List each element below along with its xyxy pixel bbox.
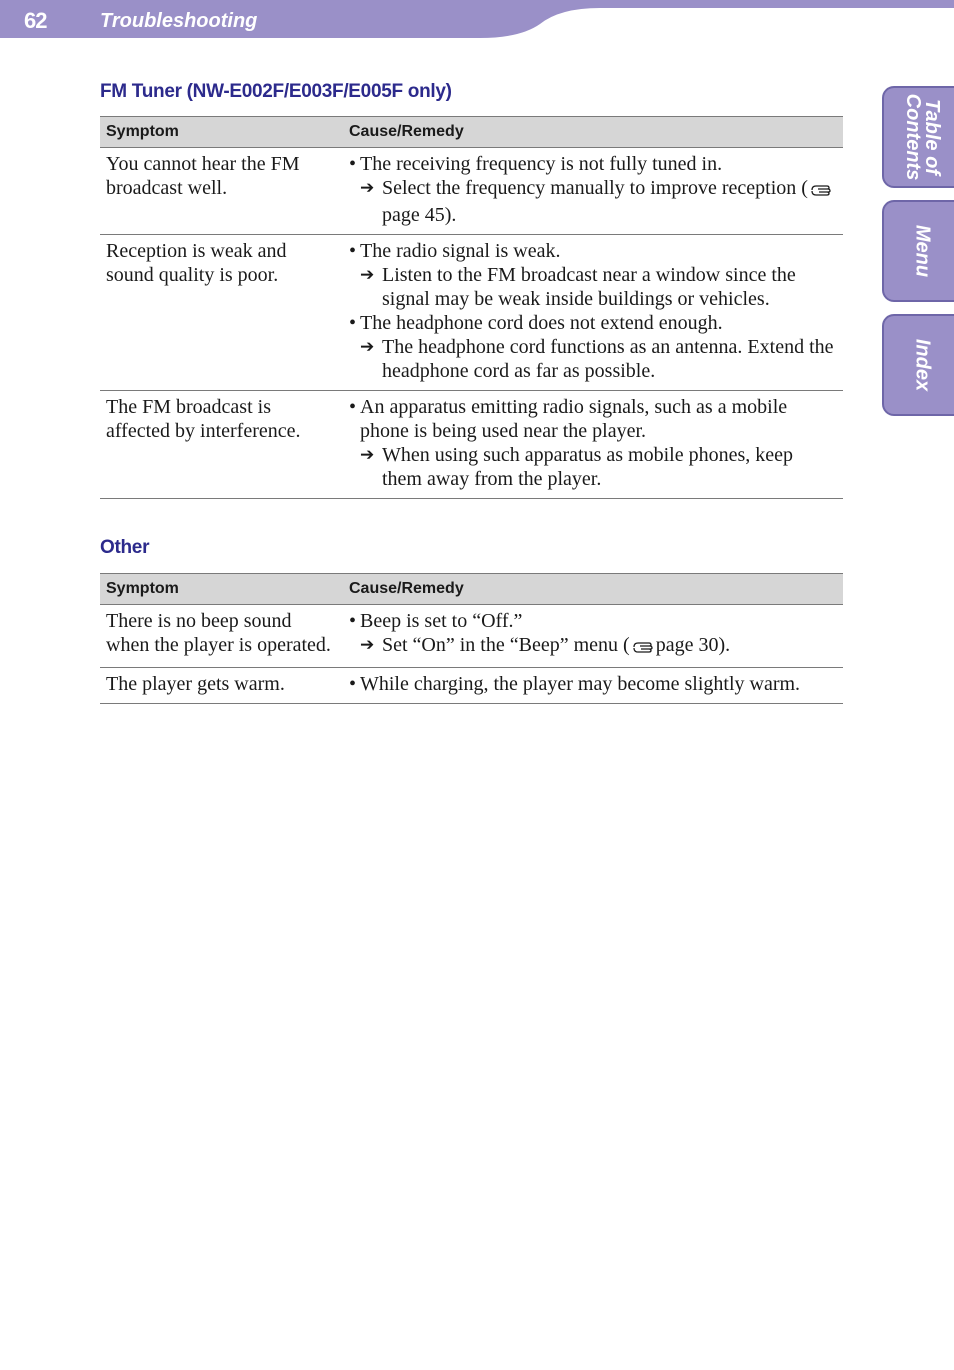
- cause-item: [349, 609, 837, 633]
- remedy-item: [349, 335, 837, 383]
- cause-item: [349, 672, 837, 696]
- arrow-icon: ➔: [360, 445, 375, 464]
- column-header-cause-remedy: Cause/Remedy: [343, 117, 843, 148]
- page-reference[interactable]: page 45).: [382, 204, 457, 226]
- section-heading-other: Other: [100, 537, 150, 558]
- table-header-row: [100, 117, 843, 148]
- section-heading-fm-tuner: FM Tuner (NW-E002F/E003F/E005F only): [100, 81, 452, 102]
- table-header-row: [100, 574, 843, 605]
- tab-index[interactable]: [882, 314, 954, 416]
- bullet-icon: •: [349, 153, 357, 175]
- tab-index-label: Index: [911, 338, 934, 392]
- table-row: [100, 235, 843, 391]
- column-header-cause-remedy: Cause/Remedy: [343, 574, 843, 605]
- bullet-icon: •: [349, 610, 357, 632]
- cause-cell: [343, 148, 843, 235]
- remedy-text: Set “On” in the “Beep” menu (: [382, 634, 630, 656]
- table-row: [100, 668, 843, 704]
- symptom-cell: Reception is weak and sound quality is poor.: [100, 235, 343, 391]
- cause-text: Beep is set to “Off.”: [360, 610, 523, 632]
- cause-cell: [343, 391, 843, 499]
- table-row: [100, 391, 843, 499]
- cause-cell: [343, 668, 843, 704]
- bullet-icon: •: [349, 396, 357, 418]
- symptom-cell: The FM broadcast is affected by interference.: [100, 391, 343, 499]
- fm-tuner-table: [100, 116, 843, 499]
- table-row: [100, 148, 843, 235]
- tab-table-of-contents[interactable]: [882, 86, 954, 188]
- cause-text: An apparatus emitting radio signals, such as a mobile phone is being used near the player.: [360, 396, 788, 442]
- cause-text: The headphone cord does not extend enough.: [360, 312, 723, 334]
- tab-menu-label: Menu: [911, 224, 934, 278]
- pointing-hand-icon: [810, 179, 832, 203]
- remedy-text: When using such apparatus as mobile phones, keep them away from the player.: [382, 444, 794, 490]
- pointing-hand-icon: [632, 636, 654, 660]
- page-number: 62: [24, 8, 47, 33]
- cause-text: The receiving frequency is not fully tuned in.: [360, 153, 723, 175]
- tab-menu[interactable]: [882, 200, 954, 302]
- arrow-icon: ➔: [360, 337, 375, 356]
- remedy-text: The headphone cord functions as an antenna. Extend the headphone cord as far as possible.: [382, 336, 834, 382]
- page-reference[interactable]: page 30).: [655, 634, 731, 656]
- cause-text: The radio signal is weak.: [360, 240, 561, 262]
- remedy-text: Listen to the FM broadcast near a window since the signal may be weak inside buildings or vehicles.: [382, 264, 796, 310]
- bullet-icon: •: [349, 240, 357, 262]
- arrow-icon: ➔: [360, 265, 375, 284]
- cause-text: While charging, the player may become slightly warm.: [360, 673, 801, 695]
- cause-item: [349, 395, 837, 443]
- section-title: Troubleshooting: [100, 10, 258, 32]
- remedy-item: [349, 176, 837, 227]
- symptom-cell: There is no beep sound when the player is operated.: [100, 605, 343, 668]
- cause-cell: [343, 605, 843, 668]
- remedy-text: Select the frequency manually to improve reception (: [382, 177, 808, 199]
- column-header-symptom: Symptom: [100, 117, 343, 148]
- column-header-symptom: Symptom: [100, 574, 343, 605]
- table-row: [100, 605, 843, 668]
- arrow-icon: ➔: [360, 635, 375, 654]
- cause-item: [349, 311, 837, 335]
- bullet-icon: •: [349, 673, 357, 695]
- cause-cell: [343, 235, 843, 391]
- remedy-item: [349, 443, 837, 491]
- remedy-item: [349, 633, 837, 660]
- other-table: [100, 573, 843, 704]
- bullet-icon: •: [349, 312, 357, 334]
- symptom-cell: You cannot hear the FM broadcast well.: [100, 148, 343, 235]
- tab-table-of-contents-label: Table of Contents: [902, 93, 943, 181]
- remedy-item: [349, 263, 837, 311]
- cause-item: [349, 152, 837, 176]
- symptom-cell: The player gets warm.: [100, 668, 343, 704]
- arrow-icon: ➔: [360, 178, 375, 197]
- cause-item: [349, 239, 837, 263]
